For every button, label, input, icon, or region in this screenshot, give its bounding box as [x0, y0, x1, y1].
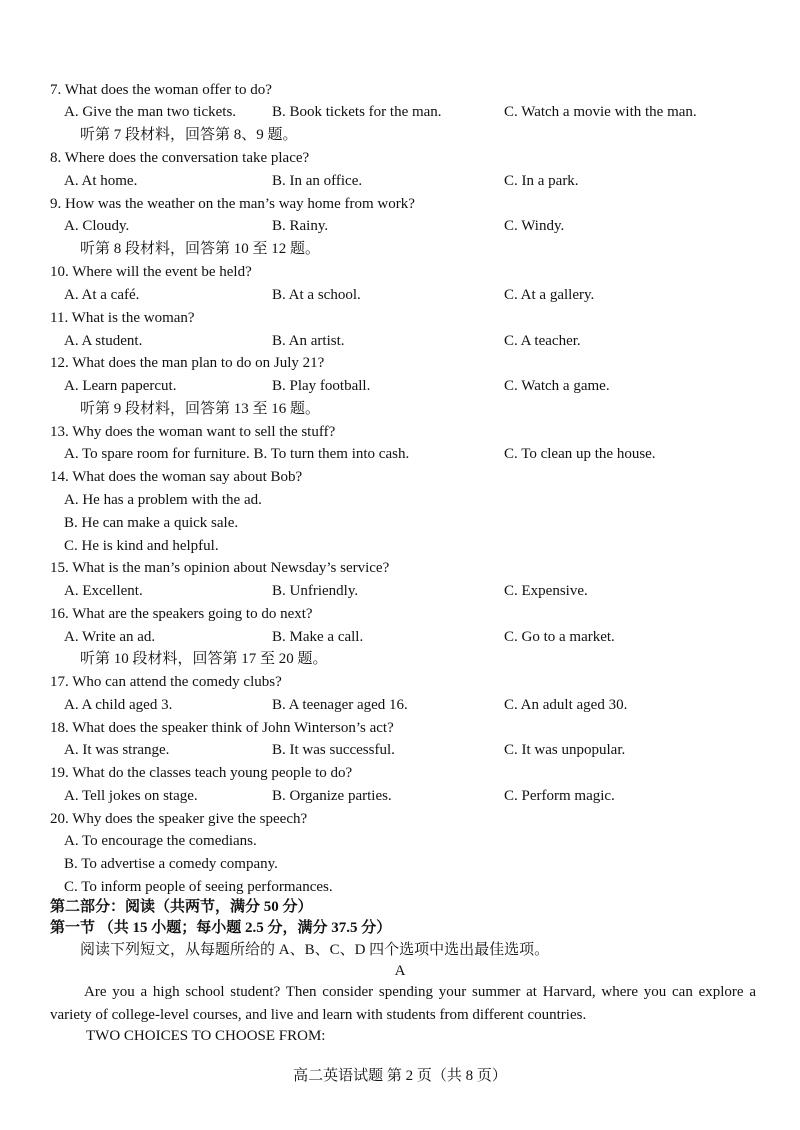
q7-option-a: A. Give the man two tickets.: [64, 104, 237, 120]
question-8-options: [64, 170, 784, 193]
question-11-stem: 11. What is the woman?: [50, 310, 195, 326]
q19-option-a: A. Tell jokes on stage.: [64, 788, 198, 804]
question-19-options: [64, 785, 784, 808]
question-14-stem: 14. What does the woman say about Bob?: [50, 469, 303, 485]
q7-option-b: B. Book tickets for the man.: [272, 104, 442, 120]
section1-heading: 第一节 （共 15 小题；每小题 2.5 分，满分 37.5 分）: [50, 920, 392, 936]
listening-note-10: 听第 10 段材料，回答第 17 至 20 题。: [80, 651, 328, 667]
question-13-stem: 13. Why does the woman want to sell the stuff?: [50, 424, 336, 440]
question-10-stem: 10. Where will the event be held?: [50, 264, 252, 280]
q20-option-c: C. To inform people of seeing performances.: [64, 879, 333, 895]
question-7-stem: 7. What does the woman offer to do?: [50, 82, 272, 98]
q14-option-c: C. He is kind and helpful.: [64, 538, 219, 554]
page-footer: 高二英语试题 第 2 页（共 8 页）: [293, 1068, 507, 1084]
question-18-stem: 18. What does the speaker think of John Winterson’s act?: [50, 720, 394, 736]
question-18-options: [64, 739, 784, 762]
q10-option-c: C. At a gallery.: [504, 287, 595, 303]
q18-option-c: C. It was unpopular.: [504, 742, 626, 758]
q11-option-b: B. An artist.: [272, 333, 345, 349]
question-9-stem: 9. How was the weather on the man’s way home from work?: [50, 196, 415, 212]
part2-heading: 第二部分：阅读（共两节，满分 50 分）: [50, 899, 313, 915]
q9-option-c: C. Windy.: [504, 218, 565, 234]
q14-option-a: A. He has a problem with the ad.: [64, 492, 262, 508]
passage-paragraph-text: Are you a high school student? Then consider spending your summer at Harvard, where you can explore a variety of college-level courses, and live and learn with students from different countries.: [50, 984, 756, 1023]
q15-option-b: B. Unfriendly.: [272, 583, 359, 599]
q20-option-b: B. To advertise a comedy company.: [64, 856, 278, 872]
q15-option-a: A. Excellent.: [64, 583, 143, 599]
listening-note-7: 听第 7 段材料，回答第 8、9 题。: [80, 127, 298, 143]
question-10-options: [64, 284, 784, 307]
question-16-options: [64, 626, 784, 649]
q11-option-a: A. A student.: [64, 333, 143, 349]
question-12-options: [64, 375, 784, 398]
q17-option-b: B. A teenager aged 16.: [272, 697, 408, 713]
q16-option-b: B. Make a call.: [272, 629, 364, 645]
q9-option-b: B. Rainy.: [272, 218, 329, 234]
q19-option-c: C. Perform magic.: [504, 788, 615, 804]
q10-option-b: B. At a school.: [272, 287, 361, 303]
q13-option-ab: A. To spare room for furniture. B. To turn them into cash.: [64, 446, 410, 462]
choices-line: TWO CHOICES TO CHOOSE FROM:: [86, 1028, 326, 1044]
q19-option-b: B. Organize parties.: [272, 788, 392, 804]
q17-option-c: C. An adult aged 30.: [504, 697, 628, 713]
reading-instruction: 阅读下列短文，从每题所给的 A、B、C、D 四个选项中选出最佳选项。: [80, 942, 550, 958]
q12-option-b: B. Play football.: [272, 378, 371, 394]
listening-note-9: 听第 9 段材料，回答第 13 至 16 题。: [80, 401, 321, 417]
q7-option-c: C. Watch a movie with the man.: [504, 104, 697, 120]
q14-option-b: B. He can make a quick sale.: [64, 515, 239, 531]
q10-option-a: A. At a café.: [64, 287, 140, 303]
q20-option-a: A. To encourage the comedians.: [64, 833, 257, 849]
passage-label: A: [394, 963, 406, 979]
question-13-options: [64, 443, 784, 466]
q9-option-a: A. Cloudy.: [64, 218, 130, 234]
question-15-options: [64, 580, 784, 603]
q17-option-a: A. A child aged 3.: [64, 697, 173, 713]
question-16-stem: 16. What are the speakers going to do next?: [50, 606, 313, 622]
q12-option-c: C. Watch a game.: [504, 378, 610, 394]
question-8-stem: 8. Where does the conversation take place?: [50, 150, 310, 166]
q15-option-c: C. Expensive.: [504, 583, 588, 599]
q8-option-c: C. In a park.: [504, 173, 579, 189]
q16-option-a: A. Write an ad.: [64, 629, 156, 645]
question-20-stem: 20. Why does the speaker give the speech?: [50, 811, 308, 827]
question-19-stem: 19. What do the classes teach young people to do?: [50, 765, 353, 781]
question-17-stem: 17. Who can attend the comedy clubs?: [50, 674, 282, 690]
q18-option-b: B. It was successful.: [272, 742, 395, 758]
question-11-options: [64, 330, 784, 353]
q13-option-c: C. To clean up the house.: [504, 446, 656, 462]
q11-option-c: C. A teacher.: [504, 333, 581, 349]
q8-option-b: B. In an office.: [272, 173, 363, 189]
q12-option-a: A. Learn papercut.: [64, 378, 177, 394]
passage-paragraph: [50, 981, 756, 1026]
listening-note-8: 听第 8 段材料，回答第 10 至 12 题。: [80, 241, 321, 257]
question-15-stem: 15. What is the man’s opinion about Newsday’s service?: [50, 560, 390, 576]
question-9-options: [64, 215, 784, 238]
q8-option-a: A. At home.: [64, 173, 138, 189]
q16-option-c: C. Go to a market.: [504, 629, 615, 645]
q18-option-a: A. It was strange.: [64, 742, 170, 758]
question-12-stem: 12. What does the man plan to do on July 21?: [50, 355, 325, 371]
question-17-options: [64, 694, 784, 717]
question-7-options: [64, 101, 784, 124]
